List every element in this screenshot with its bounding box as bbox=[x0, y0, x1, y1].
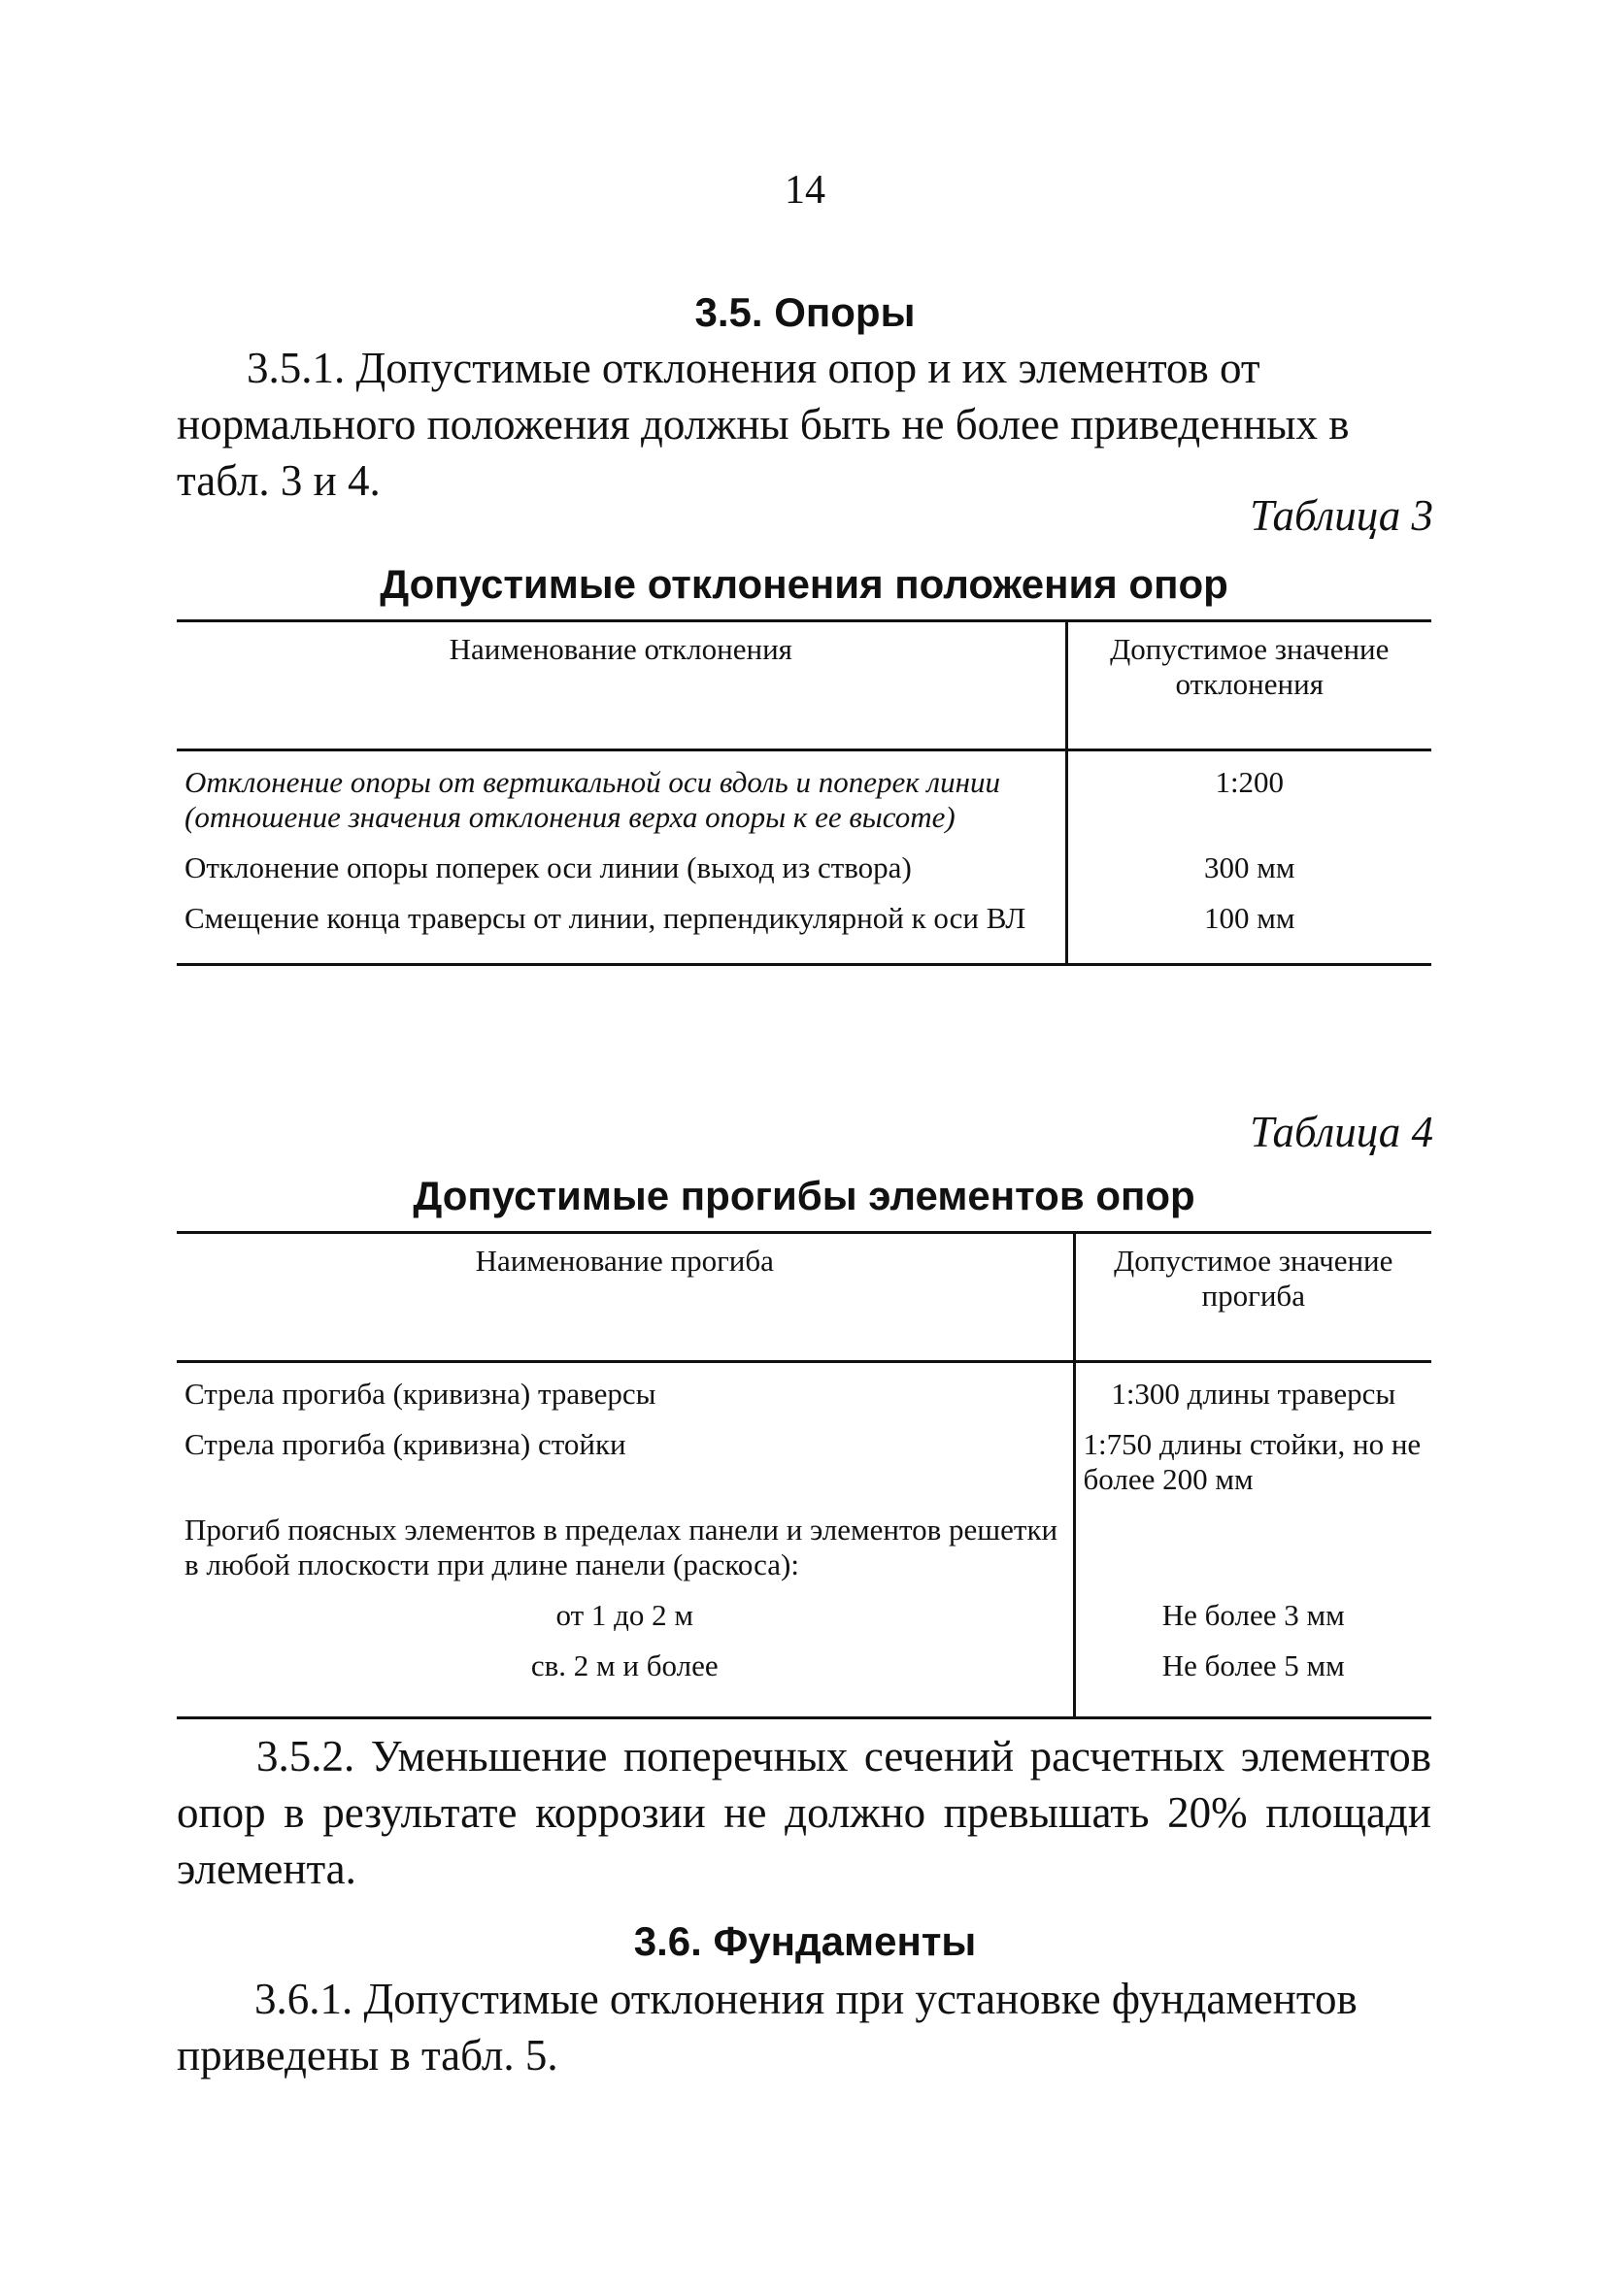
table-4-caption: Таблица 4 bbox=[1250, 1108, 1433, 1156]
table-4-row-1-value: 1:300 длины траверсы bbox=[1074, 1362, 1431, 1420]
table-row bbox=[177, 1362, 1431, 1420]
table-4-row-3-value bbox=[1074, 1505, 1431, 1590]
table-4-title: Допустимые прогибы элементов опор bbox=[413, 1173, 1195, 1218]
table-4-row-2-name: Стрела прогиба (кривизна) стойки bbox=[184, 1427, 626, 1461]
table-3-header-value: Допустимое значение отклонения bbox=[1066, 621, 1431, 750]
table-4-row-2-value: 1:750 длины стойки, но не более 200 мм bbox=[1074, 1419, 1431, 1505]
table-row bbox=[177, 1505, 1431, 1590]
table-3-row-3-name: Смещение конца траверсы от линии, перпендикулярной к оси ВЛ bbox=[177, 893, 1066, 965]
table-4-row-4-name: от 1 до 2 м bbox=[555, 1598, 694, 1632]
table-row bbox=[177, 1590, 1431, 1641]
table-4-row-5-name: св. 2 м и более bbox=[177, 1641, 1074, 1718]
table-4-header-value: Допустимое значение прогиба bbox=[1074, 1233, 1431, 1362]
table-3-row-2-name: Отклонение опоры поперек оси линии (выход из створа) bbox=[184, 850, 912, 884]
table-4-row-4-value: Не более 3 мм bbox=[1074, 1590, 1431, 1641]
table-3 bbox=[177, 619, 1431, 966]
paragraph-3-6-1: 3.6.1. Допустимые отклонения при установке фундаментов приведены в табл. 5. bbox=[177, 1975, 1358, 2080]
table-3-row-1-name: Отклонение опоры от вертикальной оси вдоль и поперек линии (отношение значения отклонения верха опоры к ее высоте) bbox=[184, 765, 1000, 834]
section-heading-3-6: 3.6. Фундаменты bbox=[633, 1918, 977, 1964]
table-4-row-1-name: Стрела прогиба (кривизна) траверсы bbox=[184, 1377, 656, 1411]
paragraph-3-5-2: 3.5.2. Уменьшение поперечных сечений расчетных элементов опор в результате коррозии не должно превышать 20% площади элемента. bbox=[177, 1732, 1431, 1893]
table-row bbox=[177, 1419, 1431, 1505]
table-3-row-3-value: 100 мм bbox=[1066, 893, 1431, 965]
table-3-title: Допустимые отклонения положения опор bbox=[380, 561, 1228, 607]
table-4-row-5-value: Не более 5 мм bbox=[1074, 1641, 1431, 1718]
table-4 bbox=[177, 1231, 1431, 1719]
table-header-row bbox=[177, 1233, 1431, 1362]
table-row bbox=[177, 1641, 1431, 1718]
page-number: 14 bbox=[785, 168, 825, 213]
table-row bbox=[177, 893, 1431, 965]
table-3-row-2-value: 300 мм bbox=[1066, 843, 1431, 893]
section-heading-3-5: 3.5. Опоры bbox=[694, 289, 916, 335]
table-4-header-name: Наименование прогиба bbox=[177, 1233, 1074, 1362]
table-3-header-name: Наименование отклонения bbox=[177, 621, 1066, 750]
paragraph-3-5-1: 3.5.1. Допустимые отклонения опор и их элементов от нормального положения должны быть не более приведенных в табл. 3 и 4. bbox=[177, 344, 1350, 505]
table-header-row bbox=[177, 621, 1431, 750]
table-3-row-1-value: 1:200 bbox=[1066, 750, 1431, 844]
table-row bbox=[177, 843, 1431, 893]
table-3-caption: Таблица 3 bbox=[1250, 491, 1433, 540]
table-row bbox=[177, 750, 1431, 844]
table-4-row-3-name: Прогиб поясных элементов в пределах панели и элементов решетки в любой плоскости при длине панели (раскоса): bbox=[184, 1513, 1058, 1581]
